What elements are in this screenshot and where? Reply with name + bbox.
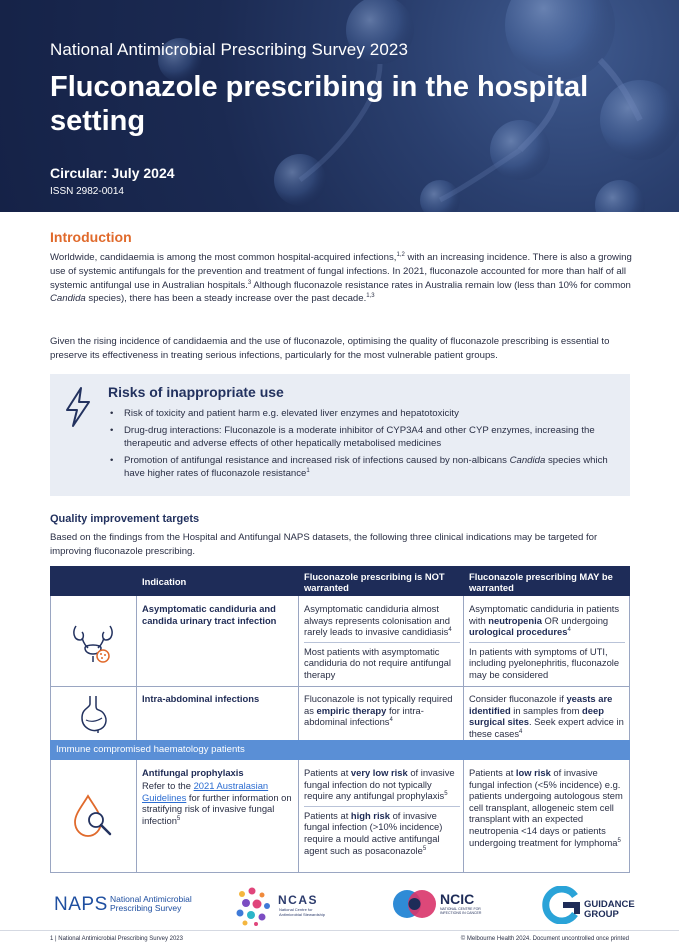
may-warranted-candiduria-a: Asymptomatic candiduria in patients with neutropenia OR undergoing urological procedures$^4$ <box>469 603 620 638</box>
indication-intra-abdominal: Intra-abdominal infections <box>142 693 260 704</box>
partner-logos <box>0 880 679 930</box>
ncic-logo: NCIC <box>440 891 475 907</box>
table-divider <box>298 596 299 740</box>
table-border <box>50 596 51 873</box>
not-warranted-candiduria <box>304 603 460 681</box>
table-divider <box>136 760 137 873</box>
ncas-dots-icon <box>234 886 274 926</box>
issn: ISSN 2982-0014 <box>50 186 124 197</box>
may-warranted-intra-abdominal: Consider fluconazole if yeasts are identified in samples from deep surgical sites. Seek expert advice in these cases$^4$ <box>469 693 624 739</box>
header-banner <box>0 0 679 212</box>
footer-copyright: © Melbourne Health 2024. Document uncontrolled once printed <box>460 936 629 942</box>
intro-paragraph-2: Given the rising incidence of candidaemia and the use of fluconazole, optimising the quality of fluconazole prescribing is essential to preserve its effectiveness in treating serious infections, particularly for the most vulnerable patient groups. <box>50 336 610 361</box>
kidney-bladder-icon <box>70 622 116 666</box>
table-divider <box>463 596 464 740</box>
guidelines-link[interactable]: 2021 Australasian Guidelines <box>142 780 269 803</box>
header-may-warranted: Fluconazole prescribing MAY be warranted <box>469 571 613 593</box>
not-warranted-prophylaxis-b: Patients at high risk of invasive fungal infection (>10% incidence) require a mould active antifungal agent such as posaconazole$^5$ <box>304 806 460 856</box>
ncic-logo-subtitle: NATIONAL CENTRE FOR INFECTIONS IN CANCER <box>440 907 482 915</box>
not-warranted-intra-abdominal: Fluconazole is not typically required as empiric therapy for intra-abdominal infections$^4$ <box>304 693 453 728</box>
stomach-icon <box>78 694 110 734</box>
section-band <box>50 740 630 760</box>
not-warranted-prophylaxis <box>304 767 460 856</box>
naps-logo-subtitle: National Antimicrobial Prescribing Survey <box>110 894 192 913</box>
section-band-label: Immune compromised haematology patients <box>56 744 245 755</box>
not-warranted-candiduria-a: Asymptomatic candiduria almost always represents colonisation and rarely leads to invasive candidiasis$^4$ <box>304 603 452 638</box>
risks-heading: Risks of inappropriate use <box>108 384 284 400</box>
quality-intro: Based on the findings from the Hospital and Antifungal NAPS datasets, the following three clinical indications may be targeted for improving fluconazole prescribing. <box>50 532 598 557</box>
table-divider <box>298 760 299 873</box>
lightning-bolt-icon <box>62 386 94 428</box>
quality-heading: Quality improvement targets <box>50 513 200 525</box>
page-footer <box>0 930 679 950</box>
may-warranted-prophylaxis: Patients at low risk of invasive fungal infection (<5% incidence) e.g. patients undergoing autologous stem cell transplant, allogeneic stem cell transplant with an expected neutropenia <14 days or patients undergoing treatment for lymphoma$^5$ <box>469 767 623 848</box>
ncas-logo: NCAS <box>278 893 319 907</box>
guidance-group-logo: GUIDANCE GROUP <box>584 899 635 920</box>
header-indication: Indication <box>142 576 187 587</box>
page-title: Fluconazole prescribing in the hospital setting <box>50 71 589 137</box>
blood-drop-magnifier-icon <box>72 794 116 840</box>
table-divider <box>463 760 464 873</box>
guidelines-reference: Refer to the 2021 Australasian Guidelines for further information on stratifying risk of invasive fungal infection$^5$ <box>142 780 292 826</box>
risks-box <box>50 374 630 496</box>
risk-item: • Drug-drug interactions: Fluconazole is a moderate inhibitor of CYP3A4 and other CYP enzymes, increasing the therapeutic and adverse effects of other hepatically metabolised medicines <box>108 424 618 450</box>
table-border <box>50 872 630 873</box>
indication-candiduria: Asymptomatic candiduria and candida urinary tract infection <box>142 603 277 626</box>
not-warranted-prophylaxis-a: Patients at very low risk of invasive fungal infection do not typically require any antifungal prophylaxis$^5$ <box>304 767 455 802</box>
ncas-logo-subtitle: National Centre for Antimicrobial Stewardship <box>279 907 326 917</box>
survey-title: National Antimicrobial Prescribing Survey 2023 <box>50 40 408 59</box>
header-not-warranted: Fluconazole prescribing is NOT warranted <box>304 571 445 593</box>
naps-logo: NAPS <box>54 894 108 915</box>
table-header-row <box>50 566 630 596</box>
may-warranted-candiduria-b: In patients with symptoms of UTI, including pyelonephritis, fluconazole may be considered <box>469 642 625 681</box>
ncic-circles-icon <box>392 887 438 921</box>
introduction-heading: Introduction <box>50 229 132 245</box>
may-warranted-candiduria <box>469 603 625 681</box>
table-divider <box>136 596 137 740</box>
circular-date: Circular: July 2024 <box>50 165 175 181</box>
targets-table <box>50 566 630 873</box>
intro-paragraph-1: Worldwide, candidaemia is among the most common hospital-acquired infections,$^{1,2}$ with an increasing incidence. There is also a growing use of systemic antifungals for the prevention and treatment of fungal infections. In 2021, fluconazole accounted for more than half of all systemic antifungal use in Australian hospitals.$^3$ Although fluconazole resistance rates in Australia remain low (less than 10% for common Candida species), there has been a steady increase over the past decade.$^{1,3}$ <box>50 252 632 305</box>
footer-page-info: 1 | National Antimicrobial Prescribing Survey 2023 <box>50 936 183 942</box>
risks-list <box>108 407 618 484</box>
risk-item: • Promotion of antifungal resistance and increased risk of infections caused by non-albicans Candida species which have higher rates of fluconazole resistance$^1$ <box>108 454 618 480</box>
guidance-group-g-icon <box>541 886 581 924</box>
table-border <box>629 596 630 873</box>
indication-prophylaxis: Antifungal prophylaxis <box>142 767 244 778</box>
not-warranted-candiduria-b: Most patients with asymptomatic candiduria do not require antifungal therapy <box>304 642 460 681</box>
table-divider <box>50 686 630 687</box>
risk-item: • Risk of toxicity and patient harm e.g. elevated liver enzymes and hepatotoxicity <box>108 407 618 420</box>
